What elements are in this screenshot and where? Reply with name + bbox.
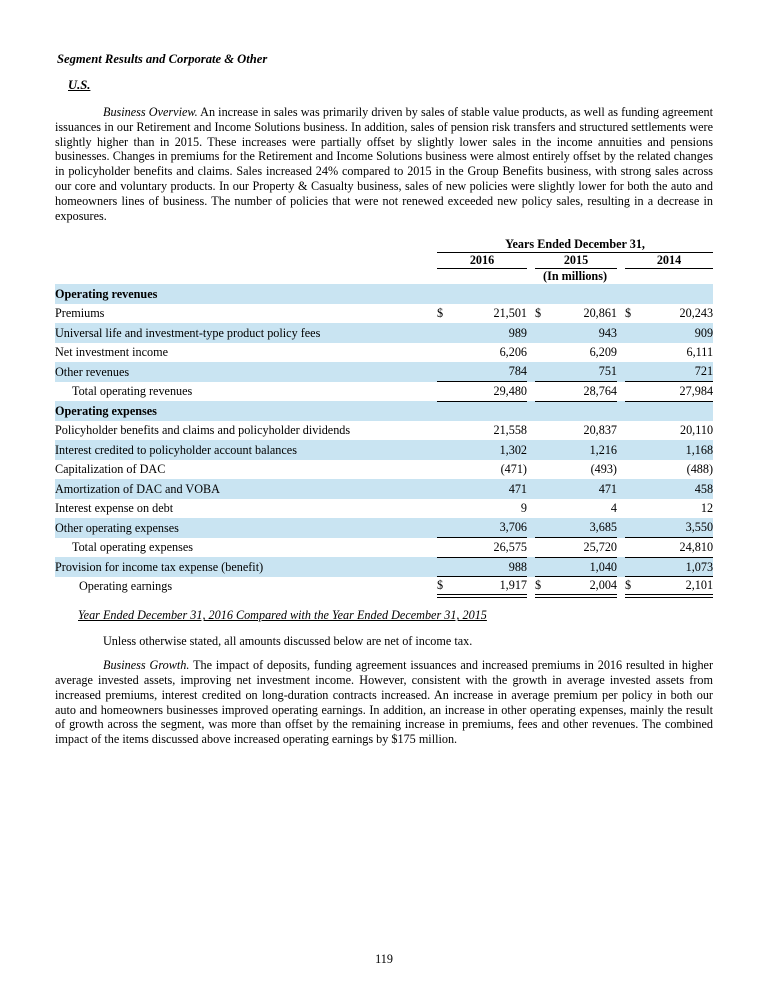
- value-2015: 2,004: [551, 577, 617, 597]
- currency-symbol: $: [625, 306, 632, 321]
- header-spacer: [55, 268, 437, 284]
- value-2016: 6,206: [499, 345, 527, 360]
- value-2014: (488): [686, 462, 714, 477]
- value-2016: 21,501: [493, 306, 527, 321]
- value-2016: 29,480: [453, 382, 527, 402]
- financial-table: [55, 236, 713, 598]
- table-row: [55, 401, 713, 421]
- value-2015: 20,861: [583, 306, 617, 321]
- table-row: [55, 440, 713, 460]
- table-row: [55, 479, 713, 499]
- value-2015: 6,209: [589, 345, 617, 360]
- row-label: Total operating revenues: [72, 384, 193, 399]
- column-gap: [527, 252, 535, 268]
- currency-symbol: $: [535, 577, 551, 597]
- value-2016: 26,575: [453, 538, 527, 558]
- table-year-row: [55, 252, 713, 268]
- table-row: [55, 362, 713, 382]
- value-2015: 1,216: [551, 440, 617, 460]
- value-2016: 21,558: [493, 423, 527, 438]
- value-2016: (471): [500, 462, 527, 477]
- business-overview-paragraph: [55, 105, 713, 223]
- row-label: Capitalization of DAC: [55, 462, 166, 477]
- row-label: Net investment income: [55, 345, 169, 360]
- row-label: Operating earnings: [79, 579, 173, 594]
- value-2015: (493): [590, 462, 617, 477]
- table-row: [55, 323, 713, 343]
- business-overview-label: Business Overview.: [103, 105, 198, 119]
- value-2014: 27,984: [641, 382, 713, 402]
- value-2016: 3,706: [453, 518, 527, 538]
- value-2015: 4: [610, 501, 617, 516]
- row-label: Other operating expenses: [55, 518, 437, 538]
- page-title: Segment Results and Corporate & Other: [57, 52, 268, 66]
- value-2014: 20,243: [679, 306, 714, 321]
- value-2015: 28,764: [551, 382, 617, 402]
- row-label: Total operating expenses: [72, 540, 193, 555]
- business-overview-text: An increase in sales was primarily driven by sales of stable value products, as well as funding agreement issuances in our Retirement and Income Solutions business. In addition, sales of pension risk transfers and structured settlements were slightly higher than in 2015. These increases were partially offset by slightly lower sales in the income annuities and pensions businesses. Changes in premiums for the Retirement and Income Solutions business were almost entirely offset by the related changes in policyholder benefits and claims. Sales increased 24% compared to 2015 in the Group Benefits business, with strong sales across our core and voluntary products. In our Property & Casualty business, sales of new policies were slightly lower for both the auto and homeowners lines of business. The number of policies that were not renewed exceeded new policy sales, resulting in a decrease in exposures.: [55, 105, 713, 223]
- value-2014: 3,550: [641, 518, 713, 538]
- value-2016: 9: [520, 501, 527, 516]
- value-2016: 988: [453, 557, 527, 577]
- value-2014: 6,111: [686, 345, 714, 360]
- row-label: Operating expenses: [55, 401, 437, 421]
- years-ended-header: Years Ended December 31,: [437, 236, 713, 252]
- row-label: Policyholder benefits and claims and policyholder dividends: [55, 423, 351, 438]
- table-row: [55, 382, 713, 402]
- row-label: Other revenues: [55, 362, 437, 382]
- units-label: (In millions): [543, 269, 608, 284]
- value-2014: 909: [641, 323, 713, 343]
- year-column-2014: 2014: [625, 252, 713, 268]
- header-spacer: [55, 236, 437, 252]
- table-row: [55, 577, 713, 597]
- row-label: Provision for income tax expense (benefit): [55, 557, 437, 577]
- value-2014: 721: [641, 362, 713, 382]
- table-header-row: [55, 236, 713, 252]
- column-gap: [617, 252, 625, 268]
- value-2015: 25,720: [551, 538, 617, 558]
- value-2015: 1,040: [551, 557, 617, 577]
- currency-symbol: $: [437, 306, 444, 321]
- value-2014: 20,110: [679, 423, 714, 438]
- value-2016: 471: [453, 479, 527, 499]
- table-row: [55, 460, 713, 480]
- table-units-row: [55, 268, 713, 284]
- table-row: [55, 343, 713, 363]
- row-label: Premiums: [55, 306, 105, 321]
- year-column-2015: 2015: [535, 252, 617, 268]
- value-2016: 1,917: [453, 577, 527, 597]
- table-row: [55, 538, 713, 558]
- row-label: Interest credited to policyholder account balances: [55, 440, 437, 460]
- section-heading-us: U.S.: [68, 78, 91, 92]
- value-2016: 989: [453, 323, 527, 343]
- row-label: Operating revenues: [55, 284, 437, 304]
- table-row: [55, 284, 713, 304]
- value-2016: 784: [453, 362, 527, 382]
- row-label: Interest expense on debt: [55, 501, 174, 516]
- compare-heading: Year Ended December 31, 2016 Compared with the Year Ended December 31, 2015: [78, 608, 487, 623]
- row-label: Universal life and investment-type product policy fees: [55, 323, 437, 343]
- value-2014: 12: [700, 501, 714, 516]
- table-row: [55, 421, 713, 441]
- table-row: [55, 499, 713, 519]
- value-2014: 1,073: [641, 557, 713, 577]
- page-number: 119: [375, 952, 393, 966]
- value-2014: 24,810: [641, 538, 713, 558]
- value-2015: 471: [551, 479, 617, 499]
- value-2015: 3,685: [551, 518, 617, 538]
- value-2016: 1,302: [453, 440, 527, 460]
- header-spacer: [55, 252, 437, 268]
- row-label: Amortization of DAC and VOBA: [55, 479, 437, 499]
- value-2014: 1,168: [641, 440, 713, 460]
- currency-symbol: $: [535, 306, 542, 321]
- currency-symbol: $: [625, 577, 641, 597]
- table-row: [55, 518, 713, 538]
- value-2014: 2,101: [641, 577, 713, 597]
- business-growth-paragraph: [55, 658, 713, 747]
- net-of-tax-paragraph: Unless otherwise stated, all amounts discussed below are net of income tax.: [103, 634, 473, 649]
- business-growth-label: Business Growth.: [103, 658, 190, 673]
- currency-symbol: $: [437, 577, 453, 597]
- value-2014: 458: [641, 479, 713, 499]
- year-column-2016: 2016: [437, 252, 527, 268]
- value-2015: 751: [551, 362, 617, 382]
- value-2015: 943: [551, 323, 617, 343]
- value-2015: 20,837: [583, 423, 617, 438]
- business-growth-text: The impact of deposits, funding agreement issuances and increased premiums in 2016 resulted in higher average invested assets, improving net investment income. However, consistent with the growth in average invested assets from increased premiums, interest credited on long-duration contracts increased. An increase in average premium per policy in both our auto and homeowners businesses improved operating earnings. In addition, an increase in other operating expenses, mainly the result of growth across the segment, was more than offset by the remaining increase in premiums, fees and other revenues. The combined impact of the items discussed above increased operating earnings by $175 million.: [55, 658, 714, 747]
- table-row: [55, 304, 713, 324]
- table-row: [55, 557, 713, 577]
